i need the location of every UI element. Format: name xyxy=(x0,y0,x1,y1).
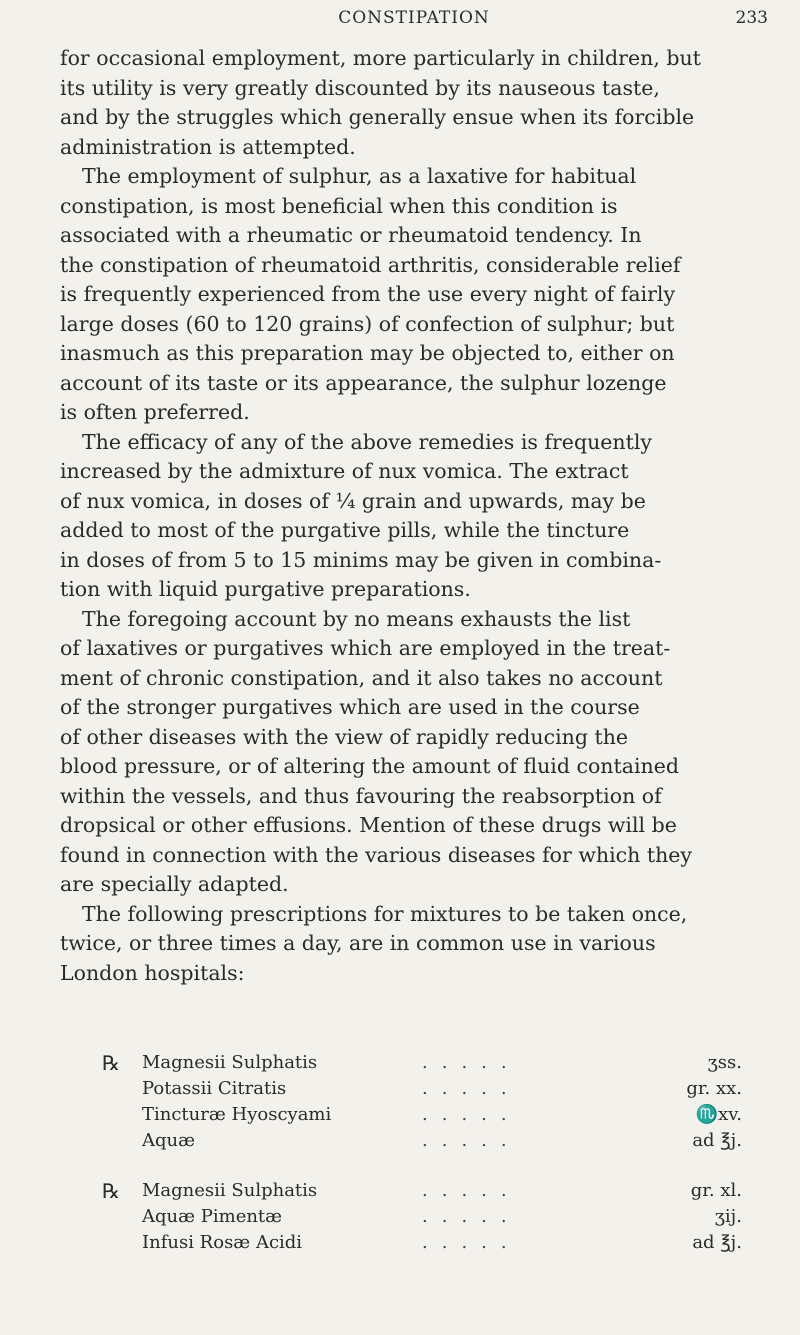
rx-ingredient: Aquæ xyxy=(142,1130,196,1151)
rx-quantity: ad ℥j. xyxy=(692,1130,742,1151)
rx-quantity: ʒss. xyxy=(707,1052,742,1073)
dot-leader: ..... xyxy=(422,1052,521,1073)
dot-leader: ..... xyxy=(422,1206,521,1227)
paragraph-nux-vomica: The efficacy of any of the above remedies is frequently increased by the admixture of nux vomica. The extract of nux vomica, in doses of ¼ grain and upwards, may be added to most of the purgative pills, while the tincture in doses of from 5 to 15 minims may be given in combina- tion with liquid purgative preparations. xyxy=(60,429,662,601)
recipe-symbol: ℞ xyxy=(102,1051,120,1075)
dot-leader: ..... xyxy=(422,1232,521,1253)
dot-leader: ..... xyxy=(422,1180,521,1201)
rx-quantity: ad ℥j. xyxy=(692,1232,742,1253)
rx-row xyxy=(102,1230,742,1256)
recipe-symbol: ℞ xyxy=(102,1179,120,1203)
rx-ingredient: Infusi Rosæ Acidi xyxy=(142,1232,303,1253)
body-text xyxy=(60,44,768,988)
dot-leader: ..... xyxy=(422,1104,521,1125)
rx-row xyxy=(102,1102,742,1128)
rx-quantity: gr. xl. xyxy=(690,1180,742,1201)
rx-ingredient: Potassii Citratis xyxy=(142,1078,287,1099)
rx-row xyxy=(102,1178,742,1204)
paragraph-prescriptions-intro: The following prescriptions for mixtures to be taken once, twice, or three times a day, are in common use in various London hospitals: xyxy=(60,901,688,985)
rx-row xyxy=(102,1204,742,1230)
rx-row xyxy=(102,1050,742,1076)
rx-ingredient: Tincturæ Hyoscyami xyxy=(142,1104,332,1125)
rx-ingredient: Magnesii Sulphatis xyxy=(142,1052,318,1073)
rx-quantity: gr. xx. xyxy=(686,1078,742,1099)
rx-row xyxy=(102,1076,742,1102)
paragraph-continued: for occasional employment, more particularly in children, but its utility is very greatly discounted by its nauseous taste, and by the struggles which generally ensue when its forcible administration is attempted. xyxy=(60,46,701,159)
rx-quantity: ♏xv. xyxy=(695,1104,742,1125)
dot-leader: ..... xyxy=(422,1078,521,1099)
prescription-2 xyxy=(102,1178,742,1256)
rx-row xyxy=(102,1128,742,1154)
page-number: 233 xyxy=(735,8,768,28)
rx-ingredient: Magnesii Sulphatis xyxy=(142,1180,318,1201)
rx-ingredient: Aquæ Pimentæ xyxy=(142,1206,283,1227)
running-head xyxy=(60,8,768,32)
paragraph-sulphur: The employment of sulphur, as a laxative for habitual constipation, is most beneficial when this condition is associated with a rheumatic or rheumatoid tendency. In the constipation of rheumatoid arthritis, considerable relief is frequently experienced from the use every night of fairly large doses (60 to 120 grains) of confection of sulphur; but inasmuch as this preparation may be objected to, either on account of its taste or its appearance, the sulphur lozenge is often preferred. xyxy=(60,164,681,424)
rx-quantity: ʒij. xyxy=(714,1206,742,1227)
prescription-1 xyxy=(102,1050,742,1154)
dot-leader: ..... xyxy=(422,1130,521,1151)
paragraph-foregoing-account: The foregoing account by no means exhausts the list of laxatives or purgatives which are employed in the treat- ment of chronic constipation, and it also takes no account of the stronger purgatives which are used in the course of other diseases with the view of rapidly reducing the blood pressure, or of altering the amount of fluid contained within the vessels, and thus favouring the reabsorption of dropsical or other effusions. Mention of these drugs will be found in connection with the various diseases for which they are specially adapted. xyxy=(60,606,692,896)
chapter-title: CONSTIPATION xyxy=(338,8,490,28)
